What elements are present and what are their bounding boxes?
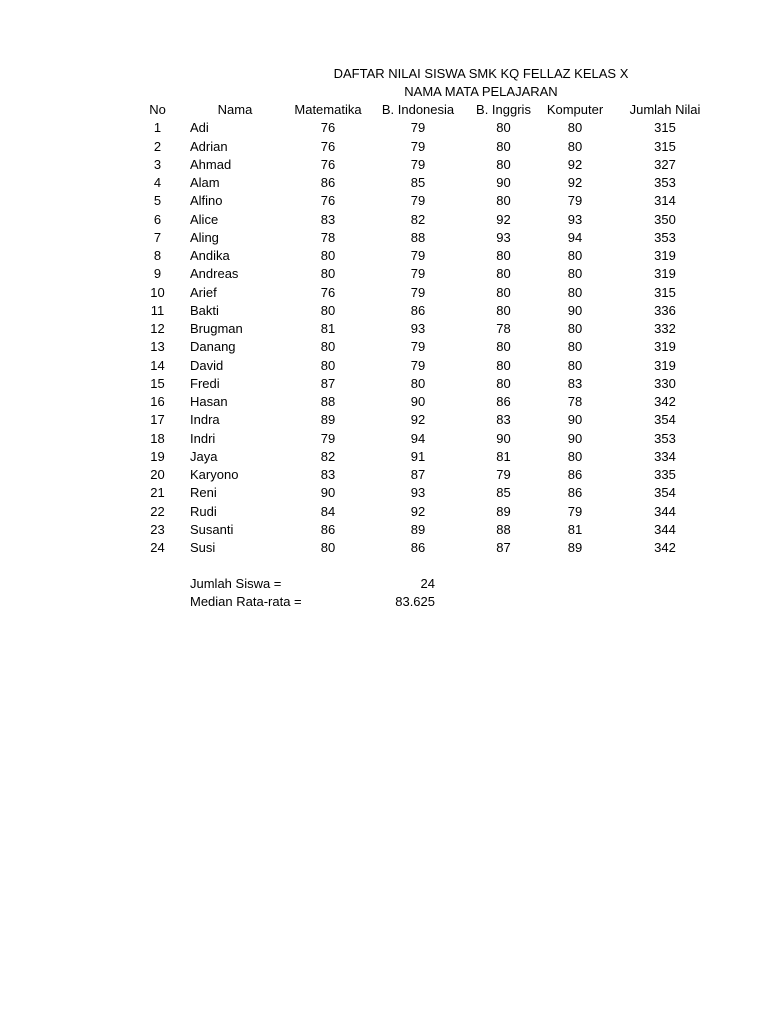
table-header-row bbox=[135, 101, 717, 119]
cell-nama: Brugman bbox=[190, 321, 243, 337]
cell-jumlah-nilai: 314 bbox=[654, 193, 676, 209]
table-row bbox=[135, 320, 717, 338]
cell-komputer: 89 bbox=[567, 540, 583, 556]
cell-komputer: 80 bbox=[567, 266, 583, 282]
cell-matematika: 90 bbox=[320, 485, 336, 501]
cell-b-inggris: 80 bbox=[496, 120, 511, 136]
table-row bbox=[135, 156, 717, 174]
document-title: DAFTAR NILAI SISWA SMK KQ FELLAZ KELAS X bbox=[333, 66, 629, 81]
cell-no: 7 bbox=[153, 229, 162, 245]
cell-no: 10 bbox=[150, 284, 165, 300]
cell-no: 17 bbox=[150, 412, 165, 428]
cell-b-inggris: 93 bbox=[496, 229, 511, 245]
header-matematika: Matematika bbox=[294, 102, 362, 118]
cell-b-indonesia: 92 bbox=[410, 412, 426, 428]
cell-matematika: 80 bbox=[320, 339, 336, 355]
cell-b-indonesia: 79 bbox=[410, 339, 426, 355]
summary-median bbox=[190, 593, 435, 611]
cell-jumlah-nilai: 319 bbox=[654, 339, 676, 355]
cell-komputer: 78 bbox=[567, 394, 583, 410]
cell-b-indonesia: 79 bbox=[410, 357, 426, 373]
cell-jumlah-nilai: 334 bbox=[654, 448, 676, 464]
table-row bbox=[135, 119, 717, 137]
table-row bbox=[135, 539, 717, 557]
cell-jumlah-nilai: 344 bbox=[654, 503, 676, 519]
table-row bbox=[135, 229, 717, 247]
cell-nama: Fredi bbox=[190, 375, 220, 391]
cell-jumlah-nilai: 354 bbox=[654, 412, 676, 428]
cell-nama: Adi bbox=[190, 120, 209, 136]
table-row bbox=[135, 430, 717, 448]
cell-komputer: 92 bbox=[567, 156, 583, 172]
header-komputer: Komputer bbox=[546, 102, 604, 118]
cell-b-indonesia: 86 bbox=[410, 302, 426, 318]
cell-komputer: 86 bbox=[567, 485, 583, 501]
header-b-inggris: B. Inggris bbox=[476, 102, 531, 118]
cell-komputer: 80 bbox=[567, 284, 583, 300]
cell-nama: Karyono bbox=[190, 467, 239, 483]
cell-komputer: 79 bbox=[567, 193, 583, 209]
cell-komputer: 80 bbox=[567, 321, 583, 337]
cell-no: 11 bbox=[150, 302, 165, 318]
cell-nama: David bbox=[190, 357, 224, 373]
cell-nama: Andreas bbox=[190, 266, 239, 282]
cell-jumlah-nilai: 319 bbox=[654, 248, 676, 264]
table-row bbox=[135, 302, 717, 320]
summary-student-count bbox=[190, 575, 435, 593]
cell-jumlah-nilai: 342 bbox=[654, 540, 676, 556]
cell-jumlah-nilai: 330 bbox=[654, 375, 676, 391]
cell-matematika: 83 bbox=[320, 467, 336, 483]
cell-b-inggris: 80 bbox=[496, 339, 511, 355]
cell-b-indonesia: 87 bbox=[410, 467, 426, 483]
cell-komputer: 80 bbox=[567, 339, 583, 355]
cell-matematika: 76 bbox=[320, 284, 336, 300]
cell-matematika: 89 bbox=[320, 412, 336, 428]
cell-no: 15 bbox=[150, 375, 165, 391]
cell-matematika: 78 bbox=[320, 229, 336, 245]
cell-jumlah-nilai: 353 bbox=[654, 229, 676, 245]
cell-komputer: 90 bbox=[567, 302, 583, 318]
cell-b-indonesia: 79 bbox=[410, 284, 426, 300]
cell-b-inggris: 80 bbox=[496, 284, 511, 300]
cell-b-inggris: 81 bbox=[496, 448, 511, 464]
cell-b-inggris: 80 bbox=[496, 375, 511, 391]
cell-b-inggris: 90 bbox=[496, 430, 511, 446]
cell-komputer: 90 bbox=[567, 430, 583, 446]
cell-no: 24 bbox=[150, 540, 165, 556]
cell-no: 5 bbox=[153, 193, 162, 209]
grades-table bbox=[135, 101, 717, 557]
cell-jumlah-nilai: 336 bbox=[654, 302, 676, 318]
cell-no: 20 bbox=[150, 467, 165, 483]
table-row bbox=[135, 521, 717, 539]
cell-no: 23 bbox=[150, 521, 165, 537]
table-row bbox=[135, 247, 717, 265]
cell-b-inggris: 80 bbox=[496, 193, 511, 209]
cell-komputer: 79 bbox=[567, 503, 583, 519]
cell-b-indonesia: 88 bbox=[410, 229, 426, 245]
cell-komputer: 94 bbox=[567, 229, 583, 245]
cell-no: 6 bbox=[153, 211, 162, 227]
cell-jumlah-nilai: 342 bbox=[654, 394, 676, 410]
cell-matematika: 76 bbox=[320, 193, 336, 209]
cell-nama: Jaya bbox=[190, 448, 218, 464]
cell-matematika: 80 bbox=[320, 266, 336, 282]
cell-b-indonesia: 85 bbox=[410, 175, 426, 191]
cell-nama: Bakti bbox=[190, 302, 219, 318]
cell-nama: Indra bbox=[190, 412, 220, 428]
cell-b-inggris: 80 bbox=[496, 357, 511, 373]
cell-nama: Danang bbox=[190, 339, 236, 355]
cell-b-inggris: 83 bbox=[496, 412, 511, 428]
cell-komputer: 80 bbox=[567, 448, 583, 464]
cell-jumlah-nilai: 332 bbox=[654, 321, 676, 337]
table-row bbox=[135, 503, 717, 521]
cell-b-inggris: 87 bbox=[496, 540, 511, 556]
cell-matematika: 79 bbox=[320, 430, 336, 446]
cell-nama: Aling bbox=[190, 229, 219, 245]
cell-b-indonesia: 79 bbox=[410, 138, 426, 154]
cell-komputer: 93 bbox=[567, 211, 583, 227]
table-row bbox=[135, 357, 717, 375]
cell-matematika: 80 bbox=[320, 248, 336, 264]
cell-b-inggris: 79 bbox=[496, 467, 511, 483]
cell-nama: Andika bbox=[190, 248, 230, 264]
header-no: No bbox=[149, 102, 166, 118]
cell-jumlah-nilai: 344 bbox=[654, 521, 676, 537]
cell-b-indonesia: 86 bbox=[410, 540, 426, 556]
table-row bbox=[135, 284, 717, 302]
cell-b-indonesia: 79 bbox=[410, 156, 426, 172]
cell-nama: Arief bbox=[190, 284, 217, 300]
table-row bbox=[135, 484, 717, 502]
cell-no: 13 bbox=[150, 339, 165, 355]
cell-no: 12 bbox=[150, 321, 165, 337]
table-row bbox=[135, 411, 717, 429]
cell-matematika: 80 bbox=[320, 302, 336, 318]
median-value: 83.625 bbox=[395, 594, 435, 609]
header-b-indonesia: B. Indonesia bbox=[381, 102, 455, 118]
cell-no: 22 bbox=[150, 503, 165, 519]
cell-matematika: 84 bbox=[320, 503, 336, 519]
table-row bbox=[135, 338, 717, 356]
cell-b-inggris: 88 bbox=[496, 521, 511, 537]
student-count-value: 24 bbox=[420, 576, 435, 591]
cell-matematika: 88 bbox=[320, 394, 336, 410]
cell-no: 18 bbox=[150, 430, 165, 446]
table-row bbox=[135, 138, 717, 156]
cell-jumlah-nilai: 353 bbox=[654, 175, 676, 191]
cell-nama: Hasan bbox=[190, 394, 228, 410]
cell-nama: Susi bbox=[190, 540, 216, 556]
cell-b-inggris: 80 bbox=[496, 138, 511, 154]
cell-b-inggris: 80 bbox=[496, 266, 511, 282]
cell-jumlah-nilai: 315 bbox=[654, 120, 676, 136]
cell-no: 16 bbox=[150, 394, 165, 410]
cell-b-inggris: 80 bbox=[496, 156, 511, 172]
table-row bbox=[135, 265, 717, 283]
cell-matematika: 76 bbox=[320, 138, 336, 154]
cell-komputer: 80 bbox=[567, 248, 583, 264]
cell-no: 9 bbox=[153, 266, 162, 282]
cell-no: 3 bbox=[153, 156, 162, 172]
cell-b-indonesia: 79 bbox=[410, 193, 426, 209]
cell-b-inggris: 85 bbox=[496, 485, 511, 501]
cell-jumlah-nilai: 354 bbox=[654, 485, 676, 501]
table-row bbox=[135, 448, 717, 466]
cell-nama: Susanti bbox=[190, 521, 234, 537]
cell-matematika: 76 bbox=[320, 120, 336, 136]
cell-matematika: 86 bbox=[320, 521, 336, 537]
header-jumlah-nilai: Jumlah Nilai bbox=[629, 102, 701, 118]
cell-b-inggris: 78 bbox=[496, 321, 511, 337]
cell-b-indonesia: 94 bbox=[410, 430, 426, 446]
cell-matematika: 81 bbox=[320, 321, 336, 337]
cell-b-indonesia: 91 bbox=[410, 448, 426, 464]
cell-komputer: 86 bbox=[567, 467, 583, 483]
cell-b-indonesia: 89 bbox=[410, 521, 426, 537]
cell-no: 4 bbox=[153, 175, 162, 191]
cell-matematika: 87 bbox=[320, 375, 336, 391]
table-row bbox=[135, 174, 717, 192]
median-label: Median Rata-rata = bbox=[190, 594, 302, 609]
cell-no: 19 bbox=[150, 448, 165, 464]
cell-komputer: 80 bbox=[567, 120, 583, 136]
cell-jumlah-nilai: 335 bbox=[654, 467, 676, 483]
cell-matematika: 83 bbox=[320, 211, 336, 227]
cell-komputer: 90 bbox=[567, 412, 583, 428]
cell-komputer: 83 bbox=[567, 375, 583, 391]
cell-b-indonesia: 79 bbox=[410, 266, 426, 282]
cell-b-indonesia: 90 bbox=[410, 394, 426, 410]
cell-b-indonesia: 93 bbox=[410, 321, 426, 337]
cell-nama: Alfino bbox=[190, 193, 223, 209]
cell-nama: Adrian bbox=[190, 138, 228, 154]
cell-jumlah-nilai: 319 bbox=[654, 357, 676, 373]
cell-jumlah-nilai: 315 bbox=[654, 138, 676, 154]
cell-komputer: 80 bbox=[567, 357, 583, 373]
cell-no: 1 bbox=[153, 120, 162, 136]
cell-b-indonesia: 82 bbox=[410, 211, 426, 227]
table-row bbox=[135, 375, 717, 393]
cell-b-inggris: 92 bbox=[496, 211, 511, 227]
cell-jumlah-nilai: 319 bbox=[654, 266, 676, 282]
cell-b-indonesia: 79 bbox=[410, 248, 426, 264]
table-body bbox=[135, 119, 717, 557]
cell-komputer: 80 bbox=[567, 138, 583, 154]
cell-b-indonesia: 93 bbox=[410, 485, 426, 501]
student-count-label: Jumlah Siswa = bbox=[190, 576, 282, 591]
cell-matematika: 82 bbox=[320, 448, 336, 464]
cell-b-indonesia: 80 bbox=[410, 375, 426, 391]
cell-matematika: 76 bbox=[320, 156, 336, 172]
cell-b-indonesia: 92 bbox=[410, 503, 426, 519]
cell-nama: Indri bbox=[190, 430, 216, 446]
cell-nama: Rudi bbox=[190, 503, 217, 519]
cell-b-inggris: 86 bbox=[496, 394, 511, 410]
cell-no: 8 bbox=[153, 248, 162, 264]
cell-komputer: 81 bbox=[567, 521, 583, 537]
cell-jumlah-nilai: 315 bbox=[654, 284, 676, 300]
cell-no: 2 bbox=[153, 138, 162, 154]
cell-b-inggris: 80 bbox=[496, 302, 511, 318]
cell-b-inggris: 90 bbox=[496, 175, 511, 191]
cell-jumlah-nilai: 327 bbox=[654, 156, 676, 172]
table-row bbox=[135, 466, 717, 484]
table-row bbox=[135, 393, 717, 411]
cell-komputer: 92 bbox=[567, 175, 583, 191]
cell-b-inggris: 89 bbox=[496, 503, 511, 519]
document-subtitle: NAMA MATA PELAJARAN bbox=[404, 84, 558, 99]
cell-b-inggris: 80 bbox=[496, 248, 511, 264]
cell-jumlah-nilai: 350 bbox=[654, 211, 676, 227]
cell-matematika: 80 bbox=[320, 540, 336, 556]
table-row bbox=[135, 211, 717, 229]
cell-matematika: 80 bbox=[320, 357, 336, 373]
cell-nama: Alam bbox=[190, 175, 220, 191]
cell-no: 21 bbox=[150, 485, 165, 501]
header-nama: Nama bbox=[217, 102, 253, 118]
cell-nama: Alice bbox=[190, 211, 219, 227]
cell-matematika: 86 bbox=[320, 175, 336, 191]
cell-b-indonesia: 79 bbox=[410, 120, 426, 136]
cell-nama: Reni bbox=[190, 485, 217, 501]
cell-no: 14 bbox=[150, 357, 165, 373]
cell-nama: Ahmad bbox=[190, 156, 232, 172]
table-row bbox=[135, 192, 717, 210]
cell-jumlah-nilai: 353 bbox=[654, 430, 676, 446]
